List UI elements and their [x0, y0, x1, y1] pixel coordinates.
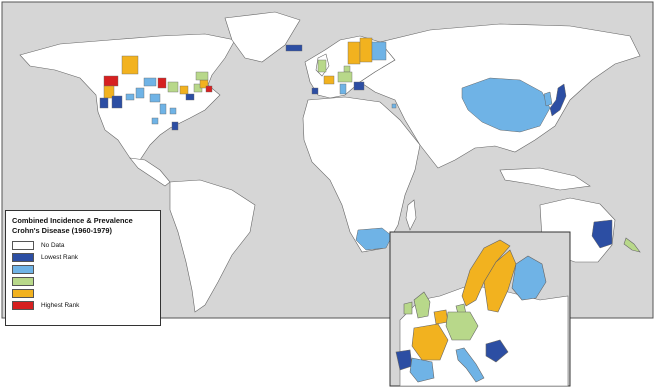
legend-label: Lowest Rank — [41, 253, 78, 261]
region-denmark — [344, 66, 350, 72]
legend-swatch — [12, 277, 34, 286]
legend-label: Highest Rank — [41, 301, 80, 309]
region-us-mid3 — [144, 78, 156, 86]
legend-swatch — [12, 289, 34, 298]
legend-item-level-3 — [12, 275, 154, 287]
region-us-south — [160, 104, 166, 114]
legend-title-line1: Combined Incidence & Prevalence — [12, 216, 133, 225]
region-us-east1 — [180, 86, 188, 94]
inset-ireland — [404, 302, 412, 314]
region-us-ne3 — [206, 86, 212, 92]
legend-swatch — [12, 301, 34, 310]
region-canada-west — [122, 56, 138, 74]
region-us-texas — [152, 118, 158, 124]
region-us-ca — [100, 98, 108, 108]
region-us-mid1 — [126, 94, 134, 100]
region-finland — [372, 42, 386, 60]
region-us-mid2 — [136, 88, 144, 98]
legend-item-level-2 — [12, 263, 154, 275]
region-france — [324, 76, 334, 84]
region-italy — [340, 84, 346, 94]
legend-title-line2: Crohn's Disease (1960-1979) — [12, 226, 112, 235]
region-sweden — [360, 38, 372, 62]
legend-item-no-data — [12, 239, 154, 251]
legend-item-level-4 — [12, 287, 154, 299]
region-israel — [392, 104, 396, 108]
region-us-north — [158, 78, 166, 88]
region-balkans — [354, 82, 364, 90]
region-norway — [348, 42, 360, 64]
region-us-florida — [172, 122, 178, 130]
legend-item-lowest — [12, 251, 154, 263]
region-portugal — [312, 88, 318, 94]
legend-swatch — [12, 265, 34, 274]
map-legend — [5, 210, 161, 326]
region-us-lakes — [168, 82, 178, 92]
region-us-nw — [104, 76, 118, 86]
region-us-mid4 — [150, 94, 160, 102]
region-uk — [318, 60, 326, 72]
legend-swatch — [12, 253, 34, 262]
legend-item-highest — [12, 299, 154, 311]
inset-netherlands — [434, 310, 448, 324]
region-iceland — [286, 45, 302, 51]
region-us-se — [170, 108, 176, 114]
region-germany — [338, 72, 352, 82]
legend-label: No Data — [41, 241, 65, 249]
europe-inset — [390, 232, 570, 386]
legend-items — [12, 239, 154, 311]
region-us-nevada — [112, 96, 122, 108]
region-us-east2 — [186, 94, 194, 100]
region-canada-east — [196, 72, 208, 80]
legend-swatch — [12, 241, 34, 250]
